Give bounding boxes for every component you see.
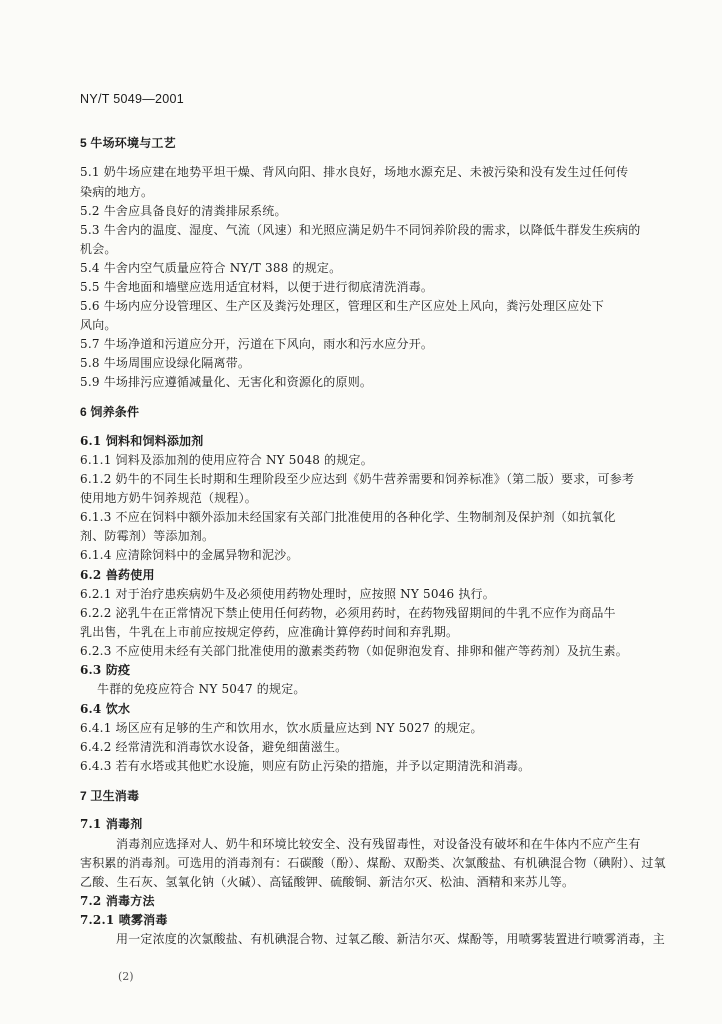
clause-text: 风向。 — [80, 318, 117, 332]
clause-text: 5.9 牛场排污应遵循减量化、无害化和资源化的原则。 — [80, 375, 373, 389]
clause-text: 染病的地方。 — [80, 185, 154, 199]
clause-text: 用一定浓度的次氯酸盐、有机碘混合物、过氧乙酸、新洁尔灭、煤酚等，用喷雾装置进行喷雾消毒，主 — [116, 932, 666, 946]
clause-text: 5.6 牛场内应分设管理区、生产区及粪污处理区，管理区和生产区应处上风向，粪污处理区应处下 — [80, 299, 604, 313]
clause-text: 5.3 牛舍内的温度、湿度、气流（风速）和光照应满足奶牛不同饲养阶段的需求，以降低牛群发生疾病的 — [80, 223, 641, 237]
clause-text: 乙酸、生石灰、氢氧化钠（火碱）、高锰酸钾、硫酸铜、新洁尔灭、松油、酒精和来苏儿等。 — [80, 875, 575, 889]
clause-text: 牛群的免疫应符合 NY 5047 的规定。 — [97, 682, 306, 696]
clause-text: 6.2.3 不应使用未经有关部门批准使用的激素类药物（如促卵泡发育、排卵和催产等药剂）及抗生素。 — [80, 644, 628, 658]
standard-id: NY/T 5049—2001 — [80, 92, 185, 106]
clause-text: 害积累的消毒剂。可选用的消毒剂有：石碳酸（酚）、煤酚、双酚类、次氯酸盐、有机碘混合物（碘附）、过氧 — [80, 856, 666, 870]
clause-text: 5.5 牛舍地面和墙壁应选用适宜材料，以便于进行彻底清洗消毒。 — [80, 280, 434, 294]
clause-text: 5.1 奶牛场应建在地势平坦干燥、背风向阳、排水良好，场地水源充足、未被污染和没有发生过任何传 — [80, 165, 629, 179]
subsection-heading: 7.2 消毒方法 — [80, 894, 155, 908]
clause-text: 5.7 牛场净道和污道应分开，污道在下风向，雨水和污水应分开。 — [80, 337, 434, 351]
subsection-heading: 7.1 消毒剂 — [80, 817, 143, 831]
clause-text: 6.4.3 若有水塔或其他贮水设施，则应有防止污染的措施，并予以定期清洗和消毒。 — [80, 759, 531, 773]
subsection-heading: 7.2.1 喷雾消毒 — [80, 913, 168, 927]
clause-text: 剂、防霉剂）等添加剂。 — [80, 529, 215, 543]
clause-text: 使用地方奶牛饲养规范（规程）。 — [80, 491, 258, 505]
section-heading: 5 牛场环境与工艺 — [80, 136, 176, 150]
subsection-heading: 6.4 饮水 — [80, 702, 131, 716]
subsection-heading: 6.1 饲料和饲料添加剂 — [80, 434, 204, 448]
section-heading: 7 卫生消毒 — [80, 789, 140, 803]
clause-text: 6.4.1 场区应有足够的生产和饮用水，饮水质量应达到 NY 5027 的规定。 — [80, 721, 483, 735]
clause-text: 6.2.2 泌乳牛在正常情况下禁止使用任何药物，必须用药时，在药物残留期间的牛乳不应作为商品牛 — [80, 606, 616, 620]
subsection-heading: 6.3 防疫 — [80, 663, 131, 677]
subsection-heading: 6.2 兽药使用 — [80, 568, 155, 582]
clause-text: 6.1.1 饲料及添加剂的使用应符合 NY 5048 的规定。 — [80, 453, 373, 467]
clause-text: 乳出售，牛乳在上市前应按规定停药，应准确计算停药时间和弃乳期。 — [80, 625, 459, 639]
clause-text: 5.8 牛场周围应设绿化隔离带。 — [80, 356, 251, 370]
clause-text: 机会。 — [80, 242, 117, 256]
clause-text: 5.4 牛舍内空气质量应符合 NY/T 388 的规定。 — [80, 261, 342, 275]
clause-text: 6.1.2 奶牛的不同生长时期和生理阶段至少应达到《奶牛营养需要和饲养标准》（第二版）要求，可参考 — [80, 472, 635, 486]
clause-text: 消毒剂应选择对人、奶牛和环境比较安全、没有残留毒性，对设备没有破坏和在牛体内不应产生有 — [116, 837, 641, 851]
clause-text: 6.1.3 不应在饲料中额外添加未经国家有关部门批准使用的各种化学、生物制剂及保护剂（如抗氧化 — [80, 510, 616, 524]
section-heading: 6 饲养条件 — [80, 405, 140, 419]
clause-text: 6.1.4 应清除饲料中的金属异物和泥沙。 — [80, 548, 299, 562]
clause-text: 5.2 牛舍应具备良好的清粪排尿系统。 — [80, 204, 287, 218]
page-number: (2) — [118, 970, 134, 983]
clause-text: 6.2.1 对于治疗患疾病奶牛及必须使用药物处理时，应按照 NY 5046 执行。 — [80, 587, 495, 601]
clause-text: 6.4.2 经常清洗和消毒饮水设备，避免细菌滋生。 — [80, 740, 348, 754]
